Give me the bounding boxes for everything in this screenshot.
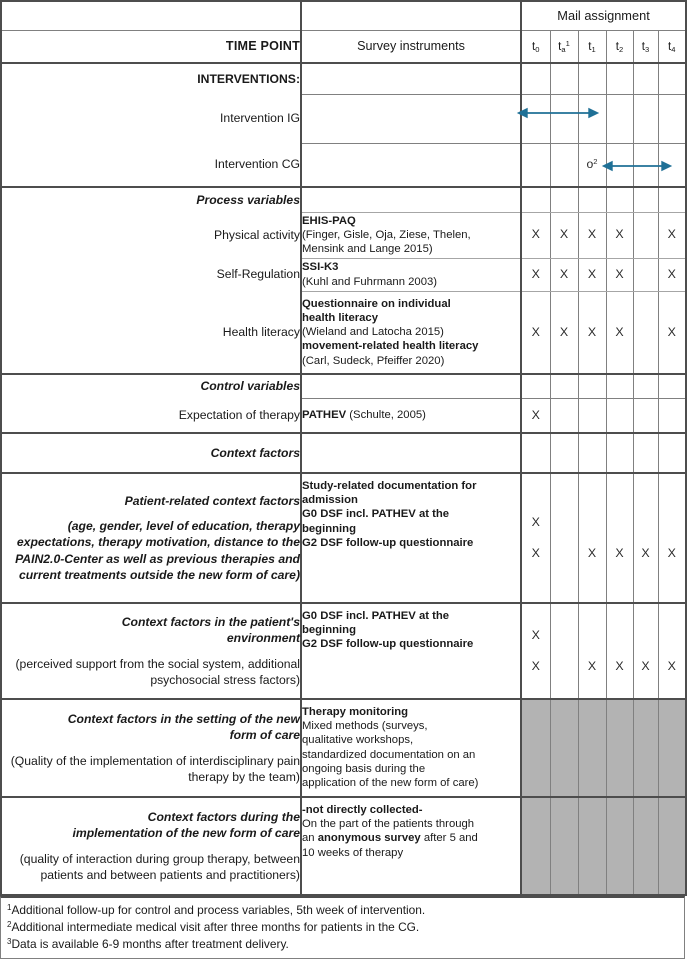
tick-sr-t2: X: [606, 258, 633, 291]
tick-pe-t4: [658, 603, 686, 699]
tick-hl-t3: [633, 291, 658, 374]
tick-prc-ta: [550, 473, 578, 603]
tick-pe-t2-row2: X: [615, 659, 624, 673]
ic-line1: -not directly collected-: [302, 804, 423, 816]
table-row-expectation-of-therapy: [1, 398, 686, 433]
hl-name-line2: health literacy: [302, 311, 378, 324]
interventions-title: INTERVENTIONS:: [1, 63, 301, 94]
tick-prc-t3: [633, 473, 658, 603]
intervention-ig-instrument: [301, 94, 521, 143]
table-row-context-factors-title: [1, 433, 686, 473]
ssi-k3-ref: (Kuhl and Fuhrmann 2003): [302, 275, 438, 288]
tick-et-t4: [658, 398, 686, 433]
tick-et-ta: [550, 398, 578, 433]
self-regulation-label: Self-Regulation: [1, 258, 301, 291]
pe-line3: G2 DSF follow-up questionnaire: [302, 638, 474, 651]
tick-pa-ta: X: [550, 212, 578, 258]
ic-subtitle: (quality of interaction during group therapy, between patients and between patients and practitioners): [19, 851, 300, 882]
timepoint-header-t4: $t_4$: [658, 30, 686, 63]
ic-title-line2: implementation of the new form of care: [72, 826, 300, 841]
ehis-paq-ref-line2: Mensink and Lange 2015): [302, 243, 433, 256]
shaded-sc-t0: [521, 699, 550, 797]
setting-context-instrument: [301, 699, 521, 797]
context-factors-instrument: [301, 433, 521, 473]
cell-cv-t2: [606, 374, 633, 398]
tick-prc-t2-row2: X: [615, 546, 624, 560]
footnote-1-text: Additional follow-up for control and process variables, 5th week of intervention.: [11, 903, 426, 917]
tick-pa-t2: X: [606, 212, 633, 258]
tick-sr-t0: X: [521, 258, 550, 291]
cg-marker: o: [586, 157, 594, 172]
cell-cf-t3: [633, 433, 658, 473]
cell-pv-t1: [578, 187, 606, 212]
expectation-of-therapy-label: Expectation of therapy: [1, 398, 301, 433]
tick-pe-t4-row2: X: [667, 659, 676, 673]
timepoint-header-ta: $t_a^1$: [550, 30, 578, 63]
tick-hl-t1: X: [578, 291, 606, 374]
hl-ref-line2: (Carl, Sudeck, Pfeiffer 2020): [302, 354, 445, 367]
physical-activity-instrument: [301, 212, 521, 258]
tick-pe-t1-stack: [579, 610, 606, 692]
tick-prc-t0-stack: [522, 481, 550, 595]
sc-line5: ongoing basis during the: [302, 762, 426, 775]
ehis-paq-ref-line1: (Finger, Gisle, Oja, Ziese, Thelen,: [302, 228, 471, 241]
shaded-ic-t3: [633, 797, 658, 895]
pe-title-line1: Context factors in the patient's: [121, 615, 300, 630]
cell-interventions-t1: [578, 63, 606, 94]
corner-blank-label: [1, 1, 301, 30]
prc-line4: beginning: [302, 522, 356, 535]
cell-pv-t4: [658, 187, 686, 212]
timepoint-header-t0: $t_0$: [521, 30, 550, 63]
shaded-ic-t1: [578, 797, 606, 895]
tick-hl-ta: X: [550, 291, 578, 374]
cell-cg-ta: [550, 143, 578, 187]
tick-pe-t2-stack: [607, 610, 633, 692]
tick-pe-ta: [550, 603, 578, 699]
cell-cv-t3: [633, 374, 658, 398]
footnotes-block: [0, 896, 685, 959]
cell-cf-t4: [658, 433, 686, 473]
ic-line4: 10 weeks of therapy: [302, 846, 404, 859]
tick-pe-t1-row2: X: [587, 659, 597, 673]
cell-pv-t3: [633, 187, 658, 212]
pathev-ref: (Schulte, 2005): [346, 409, 426, 422]
intervention-ig-label: Intervention IG: [1, 94, 301, 143]
cell-cf-ta: [550, 433, 578, 473]
process-variables-title: Process variables: [1, 187, 301, 212]
shaded-sc-ta: [550, 699, 578, 797]
tick-prc-t4-row1: [659, 507, 686, 538]
cell-pv-t0: [521, 187, 550, 212]
footnote-2-marker: 2: [7, 919, 12, 929]
tick-pe-t0-stack: [522, 610, 550, 692]
survey-instruments-header: Survey instruments: [301, 30, 521, 63]
shaded-ic-t4: [658, 797, 686, 895]
pe-line2: beginning: [302, 624, 356, 637]
cell-cg-t3: [633, 143, 658, 187]
prc-line2: admission: [302, 494, 358, 507]
tick-prc-t0-row1: X: [531, 515, 540, 529]
prc-line5: G2 DSF follow-up questionnaire: [302, 536, 474, 549]
cell-interventions-ta: [550, 63, 578, 94]
table-row-control-variables: [1, 374, 686, 398]
timepoint-header-t1: $t_1$: [578, 30, 606, 63]
tick-pe-ta-stack: [551, 610, 578, 692]
setting-context-label: [1, 699, 301, 797]
tick-prc-t0: [521, 473, 550, 603]
pe-subtitle: (perceived support from the social system, additional psychosocial stress factors): [15, 656, 300, 687]
footnote-3: [7, 936, 679, 953]
tick-hl-t4: X: [658, 291, 686, 374]
tick-pa-t1: X: [578, 212, 606, 258]
cell-ig-t1: [578, 94, 606, 143]
mail-assignment-header: Mail assignment: [521, 1, 686, 30]
process-variables-instrument: [301, 187, 521, 212]
control-variables-title: Control variables: [1, 374, 301, 398]
sc-title-line2: form of care: [229, 728, 300, 743]
tick-pa-t3: [633, 212, 658, 258]
cell-cg-t2: [606, 143, 633, 187]
table-row-intervention-cg: [1, 143, 686, 187]
tick-prc-t3-row2: X: [641, 546, 650, 560]
tick-sr-ta: X: [550, 258, 578, 291]
sc-subtitle: (Quality of the implementation of interdisciplinary pain therapy by the team): [10, 753, 300, 784]
shaded-sc-t2: [606, 699, 633, 797]
tick-et-t1: [578, 398, 606, 433]
ehis-paq-name: EHIS-PAQ: [302, 214, 356, 227]
tick-pe-ta-row1: [551, 620, 578, 651]
health-literacy-instrument: [301, 291, 521, 374]
pe-title-line2: environment: [226, 631, 300, 646]
table-row-patient-environment-context: [1, 603, 686, 699]
tick-prc-t1-row2: X: [587, 546, 597, 560]
tick-pe-t0: [521, 603, 550, 699]
implementation-context-label: [1, 797, 301, 895]
tick-et-t3: [633, 398, 658, 433]
tick-prc-t0-row2: X: [531, 546, 540, 560]
cell-cf-t1: [578, 433, 606, 473]
tick-prc-ta-row2: [551, 538, 578, 569]
pe-line1: G0 DSF incl. PATHEV at the: [302, 610, 450, 622]
tick-pe-ta-row2: [551, 651, 578, 682]
corner-blank-instrument: [301, 1, 521, 30]
footnote-3-text: Data is available 6-9 months after treatment delivery.: [11, 936, 289, 951]
control-variables-instrument: [301, 374, 521, 398]
tick-prc-t1-stack: [579, 481, 606, 595]
cell-ig-t2: [606, 94, 633, 143]
tick-prc-t1-row1: [579, 507, 606, 538]
shaded-sc-t1: [578, 699, 606, 797]
cell-pv-ta: [550, 187, 578, 212]
health-literacy-label: Health literacy: [1, 291, 301, 374]
hl-name-line3: movement-related health literacy: [302, 340, 479, 353]
patient-related-title: Patient-related context factors: [124, 494, 300, 509]
cell-ig-t4: [658, 94, 686, 143]
cell-interventions-t3: [633, 63, 658, 94]
cell-pv-t2: [606, 187, 633, 212]
table-row-physical-activity: [1, 212, 686, 258]
tick-prc-t4-row2: X: [667, 546, 676, 560]
table-row-interventions-title: [1, 63, 686, 94]
ic-line3: an anonymous survey after 5 and: [302, 832, 478, 845]
tick-sr-t3: [633, 258, 658, 291]
table-row-process-variables: [1, 187, 686, 212]
sc-line4: standardized documentation on an: [302, 748, 476, 761]
prc-line3: G0 DSF incl. PATHEV at the: [302, 508, 450, 521]
tick-prc-t3-stack: [634, 481, 658, 595]
footnote-2: [7, 919, 679, 936]
ic-line2: On the part of the patients through: [302, 818, 475, 831]
footnote-1-marker: 1: [7, 903, 12, 912]
cell-ig-t3: [633, 94, 658, 143]
tick-et-t0: X: [521, 398, 550, 433]
tick-pe-t3: [633, 603, 658, 699]
cell-cv-ta: [550, 374, 578, 398]
tick-prc-ta-stack: [551, 481, 578, 595]
patient-environment-label: [1, 603, 301, 699]
prc-line1: Study-related documentation for: [302, 480, 477, 492]
physical-activity-label: Physical activity: [1, 212, 301, 258]
self-regulation-instrument: [301, 258, 521, 291]
time-point-header: TIME POINT: [1, 30, 301, 63]
patient-related-subtitle: (age, gender, level of education, therapy expectations, therapy motivation, distance to the PAIN2.0-Center as well as previous therapies and current treatments outside the new form of care): [15, 519, 300, 582]
patient-related-instrument: [301, 473, 521, 603]
expectation-of-therapy-instrument: [301, 398, 521, 433]
shaded-ic-t0: [521, 797, 550, 895]
footnote-3-marker: 3: [7, 936, 12, 946]
table-row-timepoint-header: [1, 30, 686, 63]
tick-prc-t4-stack: [659, 481, 686, 595]
table-row-self-regulation: [1, 258, 686, 291]
ic-title-line1: Context factors during the: [147, 810, 300, 825]
cell-cv-t0: [521, 374, 550, 398]
tick-pe-t2: [606, 603, 633, 699]
tick-prc-t3-row1: [634, 507, 658, 538]
sc-line1: Therapy monitoring: [302, 706, 409, 718]
tick-prc-t2-stack: [607, 481, 633, 595]
table-row-patient-related-context: [1, 473, 686, 603]
cell-cf-t2: [606, 433, 633, 473]
patient-related-context-label: [1, 473, 301, 603]
cell-ig-t0: [521, 94, 550, 143]
intervention-cg-instrument: [301, 143, 521, 187]
table-row-setting-context: [1, 699, 686, 797]
tick-prc-t1: [578, 473, 606, 603]
footnote-1: [7, 902, 679, 919]
tick-prc-ta-row1: [551, 507, 578, 538]
intervention-cg-label: Intervention CG: [1, 143, 301, 187]
tick-prc-t2-row1: [607, 507, 633, 538]
sc-line6: application of the new form of care): [302, 777, 479, 790]
table-row-health-literacy: [1, 291, 686, 374]
shaded-sc-t3: [633, 699, 658, 797]
tick-pe-t0-row2: X: [531, 659, 540, 673]
tick-prc-t2: [606, 473, 633, 603]
shaded-ic-t2: [606, 797, 633, 895]
shaded-ic-ta: [550, 797, 578, 895]
hl-ref-line1: (Wieland and Latocha 2015): [302, 326, 444, 339]
tick-pe-t3-row2: X: [641, 659, 650, 673]
tick-et-t2: [606, 398, 633, 433]
cell-cf-t0: [521, 433, 550, 473]
tick-pe-t0-row1: X: [531, 628, 540, 642]
cell-cg-t0: [521, 143, 550, 187]
cell-cg-t1-marker: [578, 143, 606, 187]
tick-sr-t4: X: [658, 258, 686, 291]
timepoint-header-t2: $t_2$: [606, 30, 633, 63]
tick-pe-t2-row1: [607, 620, 633, 651]
cell-cv-t4: [658, 374, 686, 398]
footnote-2-text: Additional intermediate medical visit after three months for patients in the CG.: [11, 919, 420, 934]
table-row-mail-assignment: [1, 1, 686, 30]
pathev-name: PATHEV: [302, 409, 347, 422]
patient-environment-instrument: [301, 603, 521, 699]
table-row-implementation-context: [1, 797, 686, 895]
tick-pa-t4: X: [658, 212, 686, 258]
cell-cg-t4: [658, 143, 686, 187]
sc-line3: qualitative workshops,: [302, 734, 414, 747]
tick-pe-t3-stack: [634, 610, 658, 692]
ssi-k3-name: SSI-K3: [302, 261, 339, 274]
cg-marker-superscript: 2: [593, 157, 598, 167]
hl-name-line1: Questionnaire on individual: [302, 297, 451, 310]
sc-line2: Mixed methods (surveys,: [302, 720, 428, 733]
shaded-sc-t4: [658, 699, 686, 797]
tick-pe-t3-row1: [634, 620, 658, 651]
cell-interventions-t0: [521, 63, 550, 94]
cell-ig-ta: [550, 94, 578, 143]
tick-sr-t1: X: [578, 258, 606, 291]
tick-prc-t4: [658, 473, 686, 603]
interventions-title-instrument: [301, 63, 521, 94]
context-factors-title: Context factors: [1, 433, 301, 473]
cell-interventions-t2: [606, 63, 633, 94]
tick-hl-t2: X: [606, 291, 633, 374]
implementation-context-instrument: [301, 797, 521, 895]
cell-interventions-t4: [658, 63, 686, 94]
tick-pe-t1-row1: [579, 620, 606, 651]
table-row-intervention-ig: [1, 94, 686, 143]
tick-hl-t0: X: [521, 291, 550, 374]
timepoint-header-t3: $t_3$: [633, 30, 658, 63]
cell-cv-t1: [578, 374, 606, 398]
sc-title-line1: Context factors in the setting of the new: [67, 712, 300, 727]
tick-pe-t4-stack: [659, 610, 686, 692]
tick-pe-t1: [578, 603, 606, 699]
tick-pa-t0: X: [521, 212, 550, 258]
tick-pe-t4-row1: [659, 620, 686, 651]
